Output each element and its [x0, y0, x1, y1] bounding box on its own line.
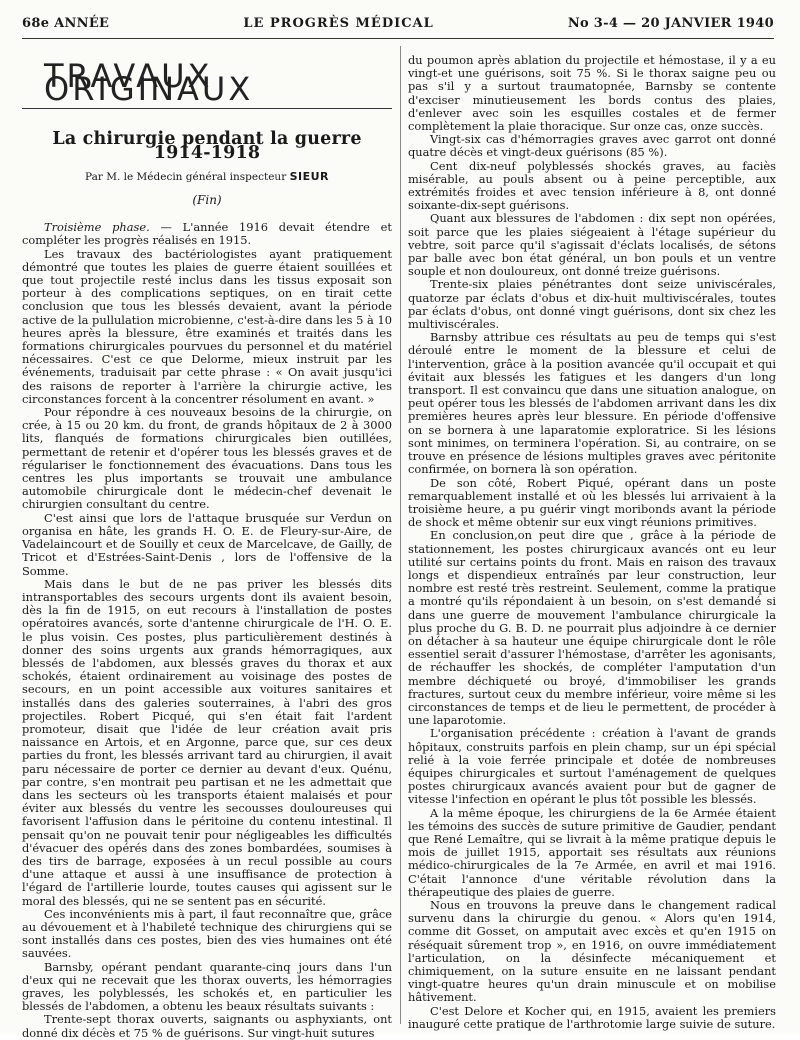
- paragraph: L'organisation précédente : création à l'avant de grands hôpitaux, construits parfois en plein champ, sur un épi spécial relié à la voie ferrée principale et dotée de nombreuses équipes chirurgicales et surtout l'aménagement de quelques postes chirurgicaux avancés avaient pour but de gagner de vitesse l'infection en opérant le plus tôt possible les blessés.: [408, 726, 776, 807]
- left-column: [22, 48, 393, 1040]
- section-rule: [22, 108, 392, 109]
- paragraph-lead: Troisième phase.: [44, 220, 150, 235]
- byline-prefix: Par M. le Médecin général inspecteur: [85, 170, 287, 183]
- paragraph-text: — L'année 1916 devait étendre et compléter les progrès réalisés en 1915.: [22, 220, 393, 248]
- column-divider: [400, 46, 401, 1024]
- article-subtitle: (Fin): [192, 193, 222, 208]
- paragraph: Quant aux blessures de l'abdomen : dix sept non opérées, soit parce que les plaies siégeaient à l'étage supérieur du vebtre, soit parce qu'il s'agissait d'éclats localisés, de sétons par balle avec bon état général, un bon pouls et un ventre souple et non douloureux, ont donné treize guérisons.: [408, 211, 776, 279]
- paragraph: Vingt-six cas d'hémorragies graves avec garrot ont donné quatre décès et vingt-deux guérisons (85 %).: [408, 132, 776, 160]
- paragraph: Trente-six plaies pénétrantes dont seize univiscérales, quatorze par éclats d'obus et dix-huit multiviscérales, toutes par éclats d'obus, ont donné vingt guérisons, dont six chez les multiviscérales.: [408, 277, 776, 332]
- paragraph: Cent dix-neuf polyblessés shockés graves, au faciès misérable, au pouls absent ou à peine perceptible, aux extrémités froides et avec tension inférieure à 8, ont donné soixante-dix-sept guérisons.: [408, 158, 776, 213]
- paragraph: Les travaux des bactériologistes ayant pratiquement démontré que toutes les plaies de guerre étaient souillées et que tout projectile resté inclus dans les tissus exposait son porteur à des complications septiques, on en tirait cette conclusion que tous les blessés devaient, avant la période active de la pullulation microbienne, c'est-à-dire dans les 5 à 10 heures après la blessure, être examinés et traités dans les formations chirurgicales pourvues du personnel et du matériel nécessaires. C'est ce que Delorme, mieux instruit par les événements, traduisait par cette phrase : « On avait jusqu'ici des raisons de reporter à l'arrière la chirurgie active, les circonstances forcent à la concentrer résolument en avant. »: [22, 246, 392, 406]
- paragraph: Trente-sept thorax ouverts, saignants ou asphyxiants, ont donné dix décès et 75 % de guérisons. Sur vingt-huit sutures: [22, 1012, 392, 1040]
- issue-date: No 3-4 — 20 JANVIER 1940: [567, 16, 774, 31]
- section-title: TRAVAUX ORIGINAUX: [44, 57, 254, 109]
- paragraph: Ces inconvénients mis à part, il faut reconnaître que, grâce au dévouement et à l'habileté technique des chirurgiens qui se sont installés dans ces postes, bien des vies humaines ont été sauvées.: [22, 906, 392, 961]
- paragraph: Barnsby attribue ces résultats au peu de temps qui s'est déroulé entre le moment de la blessure et celui de l'intervention, grâce à la position avancée qu'il occupait et qui évitait aux blessés les fatigues et les dangers d'un long transport. Il est convaincu que dans une situation analogue, on peut opérer tous les blessés de l'abdomen arrivant dans les dix premières heures après leur blessure. En période d'offensive on se bornera à une laparatomie exploratrice. Si les lésions sont minimes, on terminera l'opération. Si, au contraire, on se trouve en présence de lésions multiples graves avec péritonite confirmée, on bornera là son opération.: [408, 330, 776, 477]
- paragraph: [22, 221, 392, 247]
- paragraph: C'est ainsi que lors de l'attaque brusquée sur Verdun on organisa en hâte, les grands H. O. E. de Fleury-sur-Aire, de Vadelaincourt et de Souilly et ceux de Marcelcave, de Gailly, de Tricot et d'Estrées-Saint-Denis , lors de l'offensive de la Somme.: [22, 510, 392, 578]
- paragraph: Mais dans le but de ne pas priver les blessés dits intransportables des secours urgents dont ils avaient besoin, dès la fin de 1915, on eut recours à l'installation de postes opératoires avancés, sorte d'antenne chirurgicale de l'H. O. E. le plus voisin. Ces postes, plus particulièrement destinés à donner des soins urgents aux grands hémorragiques, aux blessés de l'abdomen, aux blessés graves du thorax et aux schokés, étaient ordinairement au voisinage des postes de secours, en un point accessible aux voitures sanitaires et installés dans des galeries souterraines, à l'abri des gros projectiles. Robert Picqué, qui s'en était fait l'ardent promoteur, disait que l'idée de leur création avait pris naissance en Artois, et en Argonne, parce que, sur ces deux parties du front, les blessés arrivant tard au chirurgien, il avait paru nécessaire de porter ce dernier au devant d'eux. Quénu, par contre, s'en montrait peu partisan et ne les admettait que dans les secteurs où les transports étaient malaisés et pour éviter aux blessés du ventre les secousses douloureuses qui favorisent l'affusion dans le péritoine du contenu intestinal. Il pensait qu'on ne pouvait tenir pour négligeables les difficultés d'évacuer des opérés dans des zones bombardées, soumises à des tirs de barrage, exposées à un recul possible au cours d'une attaque et aussi à une insuffisance de protection à l'égard de l'artillerie lourde, toutes causes qui agissent sur le moral des blessés, qui ne se sentent pas en sécurité.: [22, 576, 392, 908]
- volume-label: 68e ANNÉE: [22, 16, 110, 31]
- author-name: SIEUR: [289, 169, 329, 183]
- header-rule: [22, 38, 774, 39]
- paragraph: C'est Delore et Kocher qui, en 1915, avaient les premiers inauguré cette pratique de l'arthrotomie large suivie de suture.: [408, 1003, 776, 1031]
- paragraph: du poumon après ablation du projectile et hémostase, il y a eu vingt-et une guérisons, soit 75 %. Si le thorax saigne peu ou pas s'il y a surtout traumatopnée, Barnsby se contente d'exciser minutieusement les bords contus des plaies, d'enlever avec soin les esquilles costales et de fermer complètement la plaie thoracique. Sur onze cas, onze succès.: [408, 53, 776, 134]
- running-head: [22, 16, 774, 36]
- paragraph: De son côté, Robert Piqué, opérant dans un poste remarquablement installé et où les blessés lui arrivaient à la troisième heure, a pu guérir vingt moribonds avant la période de shock et même obtenir sur eux vingt réunions primitives.: [408, 475, 776, 530]
- byline: [22, 170, 392, 184]
- article-title: La chirurgie pendant la guerre 1914-1918: [52, 129, 362, 163]
- paragraph: Nous en trouvons la preuve dans le changement radical survenu dans la chirurgie du genou. « Alors qu'en 1914, comme dit Gosset, on amputait avec excès et qu'en 1915 on réséquait sûrement trop », en 1916, on ouvre immédiatement l'articulation, on la désinfecte mécaniquement et chimiquement, on la suture ensuite en ne laissant pendant vingt-quatre heures qu'un drain minuscule et on mobilise hâtivement.: [408, 898, 776, 1005]
- paragraph: En conclusion,on peut dire que , grâce à la période de stationnement, les postes chirurgicaux avancés ont eu leur utilité sur certains points du front. Mais en raison des travaux longs et dispendieux entraînés par leur construction, leur nombre est resté très restreint. Seulement, comme la pratique a montré qu'ils répondaient à un besoin, on s'est demandé si dans une guerre de mouvement l'ambulance chirurgicale la plus proche du G. B. D. ne pourrait plus adjoindre à ce dernier on détacher à sa hauteur une équipe chirurgicale dont le rôle essentiel serait d'assurer l'hémostase, d'arrêter les agonisants, de réchauffer les shockés, de compléter l'amputation d'un membre déchiqueté ou broyé, d'immobiliser les grands fractures, surtout ceux du membre inférieur, voire même si les circonstances de temps et de lieu le permettent, de procéder à une laparotomie.: [408, 528, 776, 728]
- right-column: [408, 54, 776, 1034]
- paragraph: Barnsby, opérant pendant quarante-cinq jours dans l'un d'eux qui ne recevait que les thorax ouverts, les hémorragies graves, les polyblessés, les schokés et, en particulier les blessés de l'abdomen, a obtenu les beaux résultats suivants :: [22, 959, 392, 1014]
- paragraph: Pour répondre à ces nouveaux besoins de la chirurgie, on crée, à 15 ou 20 km. du front, de grands hôpitaux de 2 à 3000 lits, flanqués de formations chirurgicales bien outillées, permettant de retenir et d'opérer tous les blessés graves et de régulariser le fonctionnement des évacuations. Dans tous les centres les plus importants se trouvait une ambulance automobile chirurgicale dont le médecin-chef devenait le chirurgien consultant du centre.: [22, 405, 392, 512]
- journal-title: LE PROGRÈS MÉDICAL: [243, 16, 434, 31]
- paragraph: A la même époque, les chirurgiens de la 6e Armée étaient les témoins des succès de suture primitive de Gaudier, pendant que René Lemaître, qui se livrait à la même pratique depuis le mois de juillet 1915, apportait ses résultats aux réunions médico-chirurgicales de la 7e Armée, en avril et mai 1916. C'était l'annonce d'une véritable révolution dans la thérapeutique des plaies de guerre.: [408, 805, 776, 899]
